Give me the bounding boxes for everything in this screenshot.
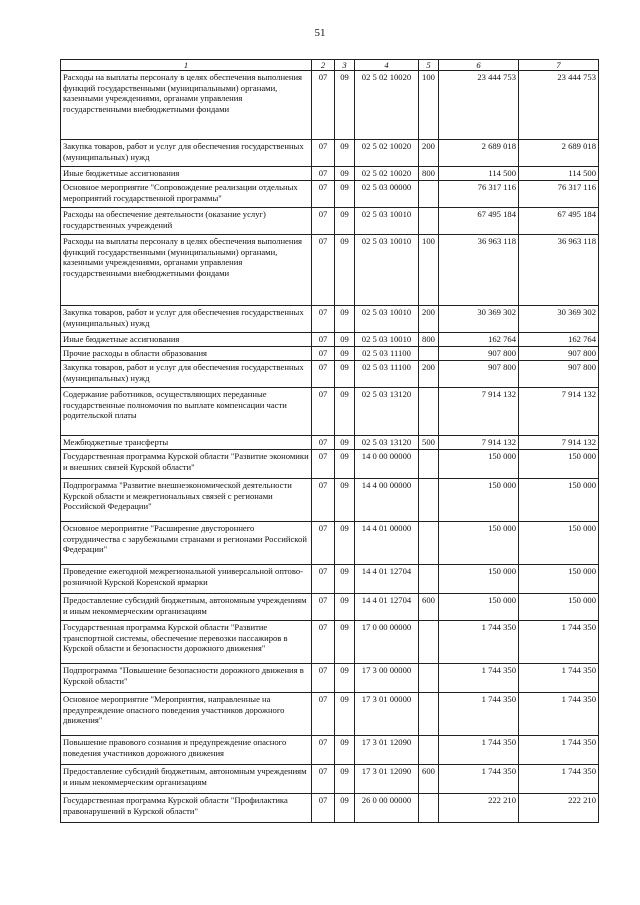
table-row: [61, 140, 599, 167]
table-row: [61, 794, 599, 823]
row-amount-2: 2 689 018: [519, 140, 599, 167]
table-row: [61, 450, 599, 479]
row-expense-type: 600: [419, 765, 439, 794]
row-amount-2: 1 744 350: [519, 621, 599, 664]
row-target-code: 02 5 03 10010: [355, 208, 419, 235]
row-name: Закупка товаров, работ и услуг для обеспечения государственных (муниципальных) нужд: [61, 361, 312, 388]
table-row: [61, 621, 599, 664]
row-subsection: 09: [335, 347, 355, 361]
row-target-code: 14 4 00 00000: [355, 479, 419, 522]
row-amount-2: 67 495 184: [519, 208, 599, 235]
row-subsection: 09: [335, 140, 355, 167]
row-amount-1: 1 744 350: [439, 736, 519, 765]
row-section: 07: [312, 140, 335, 167]
row-name: Государственная программа Курской области "Профилактика правонарушений в Курской области": [61, 794, 312, 823]
row-subsection: 09: [335, 693, 355, 736]
row-expense-type: [419, 522, 439, 565]
row-expense-type: [419, 794, 439, 823]
row-section: 07: [312, 621, 335, 664]
table-row: [61, 479, 599, 522]
row-target-code: 02 5 03 11100: [355, 361, 419, 388]
row-section: 07: [312, 794, 335, 823]
row-subsection: 09: [335, 235, 355, 306]
row-section: 07: [312, 167, 335, 181]
row-amount-2: 76 317 116: [519, 181, 599, 208]
row-name: Иные бюджетные ассигнования: [61, 167, 312, 181]
row-name: Расходы на обеспечение деятельности (оказание услуг) государственных учреждений: [61, 208, 312, 235]
row-section: 07: [312, 479, 335, 522]
row-expense-type: 100: [419, 71, 439, 140]
table-row: [61, 208, 599, 235]
column-header: 2: [312, 60, 335, 71]
row-target-code: 14 4 01 00000: [355, 522, 419, 565]
row-amount-2: 7 914 132: [519, 436, 599, 450]
row-target-code: 17 3 01 00000: [355, 693, 419, 736]
column-header: 7: [519, 60, 599, 71]
row-name: Государственная программа Курской области "Развитие транспортной системы, обеспечение перевозки пассажиров в Курской области и безопасности дорожного движения": [61, 621, 312, 664]
row-subsection: 09: [335, 765, 355, 794]
row-amount-2: 150 000: [519, 565, 599, 594]
row-expense-type: [419, 664, 439, 693]
table-header-row: [61, 60, 599, 71]
row-amount-1: 907 800: [439, 347, 519, 361]
row-amount-1: 7 914 132: [439, 388, 519, 436]
row-amount-1: 162 764: [439, 333, 519, 347]
row-target-code: 26 0 00 00000: [355, 794, 419, 823]
row-amount-1: 150 000: [439, 565, 519, 594]
row-expense-type: [419, 736, 439, 765]
row-section: 07: [312, 306, 335, 333]
row-amount-1: 150 000: [439, 450, 519, 479]
row-subsection: 09: [335, 794, 355, 823]
row-target-code: 02 5 02 10020: [355, 140, 419, 167]
row-target-code: 02 5 03 00000: [355, 181, 419, 208]
row-subsection: 09: [335, 208, 355, 235]
row-target-code: 17 3 01 12090: [355, 765, 419, 794]
row-subsection: 09: [335, 621, 355, 664]
row-target-code: 14 4 01 12704: [355, 565, 419, 594]
row-subsection: 09: [335, 522, 355, 565]
table-row: [61, 361, 599, 388]
column-header: 3: [335, 60, 355, 71]
row-section: 07: [312, 388, 335, 436]
row-amount-2: 150 000: [519, 594, 599, 621]
table-row: [61, 736, 599, 765]
row-name: Проведение ежегодной межрегиональной универсальной оптово-розничной Курской Коренской ярмарки: [61, 565, 312, 594]
row-name: Расходы на выплаты персоналу в целях обеспечения выполнения функций государственными (муниципальными) органами, казенными учреждениями, органами управления государственными внебюджетными фондами: [61, 71, 312, 140]
row-expense-type: [419, 181, 439, 208]
row-section: 07: [312, 522, 335, 565]
row-amount-1: 1 744 350: [439, 621, 519, 664]
row-amount-1: 30 369 302: [439, 306, 519, 333]
table-row: [61, 333, 599, 347]
row-section: 07: [312, 736, 335, 765]
row-target-code: 02 5 03 11100: [355, 347, 419, 361]
row-section: 07: [312, 181, 335, 208]
row-section: 07: [312, 347, 335, 361]
row-amount-2: 1 744 350: [519, 765, 599, 794]
row-amount-2: 7 914 132: [519, 388, 599, 436]
row-name: Предоставление субсидий бюджетным, автономным учреждениям и иным некоммерческим организациям: [61, 594, 312, 621]
table-row: [61, 664, 599, 693]
row-subsection: 09: [335, 565, 355, 594]
row-section: 07: [312, 361, 335, 388]
row-amount-2: 1 744 350: [519, 736, 599, 765]
row-section: 07: [312, 450, 335, 479]
row-expense-type: 600: [419, 594, 439, 621]
row-target-code: 02 5 02 10020: [355, 71, 419, 140]
row-subsection: 09: [335, 306, 355, 333]
column-header: 6: [439, 60, 519, 71]
row-name: Повышение правового сознания и предупреждение опасного поведения участников дорожного движения: [61, 736, 312, 765]
row-amount-1: 1 744 350: [439, 693, 519, 736]
row-amount-2: 907 800: [519, 361, 599, 388]
column-header: 5: [419, 60, 439, 71]
row-amount-1: 36 963 118: [439, 235, 519, 306]
row-name: Закупка товаров, работ и услуг для обеспечения государственных (муниципальных) нужд: [61, 140, 312, 167]
table-row: [61, 71, 599, 140]
row-expense-type: 500: [419, 436, 439, 450]
row-name: Предоставление субсидий бюджетным, автономным учреждениям и иным некоммерческим организациям: [61, 765, 312, 794]
row-section: 07: [312, 208, 335, 235]
row-section: 07: [312, 693, 335, 736]
row-expense-type: 100: [419, 235, 439, 306]
row-name: Межбюджетные трансферты: [61, 436, 312, 450]
row-section: 07: [312, 565, 335, 594]
row-target-code: 02 5 02 10020: [355, 167, 419, 181]
row-subsection: 09: [335, 736, 355, 765]
row-name: Прочие расходы в области образования: [61, 347, 312, 361]
table-row: [61, 306, 599, 333]
row-name: Основное мероприятие "Расширение двустороннего сотрудничества с зарубежными странами и регионами Российской Федерации": [61, 522, 312, 565]
row-target-code: 02 5 03 10010: [355, 306, 419, 333]
table-row: [61, 765, 599, 794]
row-expense-type: 800: [419, 333, 439, 347]
row-name: Государственная программа Курской области "Развитие экономики и внешних связей Курской области": [61, 450, 312, 479]
row-target-code: 17 3 00 00000: [355, 664, 419, 693]
row-expense-type: 200: [419, 306, 439, 333]
row-target-code: 17 0 00 00000: [355, 621, 419, 664]
row-subsection: 09: [335, 450, 355, 479]
row-amount-1: 1 744 350: [439, 765, 519, 794]
row-amount-1: 114 500: [439, 167, 519, 181]
row-expense-type: [419, 693, 439, 736]
row-amount-2: 150 000: [519, 450, 599, 479]
row-subsection: 09: [335, 594, 355, 621]
row-target-code: 02 5 03 13120: [355, 436, 419, 450]
row-name: Подпрограмма "Развитие внешнеэкономической деятельности Курской области и межрегиональных связей с регионами Российской Федерации": [61, 479, 312, 522]
row-amount-1: 67 495 184: [439, 208, 519, 235]
row-target-code: 02 5 03 10010: [355, 235, 419, 306]
row-subsection: 09: [335, 167, 355, 181]
row-name: Иные бюджетные ассигнования: [61, 333, 312, 347]
row-name: Основное мероприятие "Сопровождение реализации отдельных мероприятий государственной программы": [61, 181, 312, 208]
row-amount-1: 150 000: [439, 522, 519, 565]
row-target-code: 14 4 01 12704: [355, 594, 419, 621]
table-row: [61, 436, 599, 450]
row-amount-1: 150 000: [439, 594, 519, 621]
table-row: [61, 594, 599, 621]
row-amount-2: 114 500: [519, 167, 599, 181]
row-target-code: 02 5 03 13120: [355, 388, 419, 436]
table-row: [61, 522, 599, 565]
row-expense-type: 200: [419, 361, 439, 388]
row-amount-2: 222 210: [519, 794, 599, 823]
row-amount-2: 1 744 350: [519, 664, 599, 693]
table-row: [61, 235, 599, 306]
row-amount-2: 150 000: [519, 522, 599, 565]
table-row: [61, 388, 599, 436]
row-amount-1: 2 689 018: [439, 140, 519, 167]
row-amount-1: 150 000: [439, 479, 519, 522]
row-amount-1: 1 744 350: [439, 664, 519, 693]
row-section: 07: [312, 594, 335, 621]
row-subsection: 09: [335, 436, 355, 450]
row-subsection: 09: [335, 664, 355, 693]
row-section: 07: [312, 71, 335, 140]
row-amount-1: 23 444 753: [439, 71, 519, 140]
row-amount-1: 7 914 132: [439, 436, 519, 450]
row-target-code: 17 3 01 12090: [355, 736, 419, 765]
row-expense-type: 200: [419, 140, 439, 167]
row-name: Расходы на выплаты персоналу в целях обеспечения выполнения функций государственными (муниципальными) органами, казенными учреждениями, органами управления государственными внебюджетными фондами: [61, 235, 312, 306]
row-amount-1: 76 317 116: [439, 181, 519, 208]
row-expense-type: [419, 565, 439, 594]
row-name: Содержание работников, осуществляющих переданные государственные полномочия по выплате компенсации части родительской платы: [61, 388, 312, 436]
table-row: [61, 167, 599, 181]
row-target-code: 14 0 00 00000: [355, 450, 419, 479]
row-subsection: 09: [335, 388, 355, 436]
row-section: 07: [312, 235, 335, 306]
row-amount-2: 23 444 753: [519, 71, 599, 140]
row-subsection: 09: [335, 71, 355, 140]
row-expense-type: [419, 347, 439, 361]
row-amount-2: 162 764: [519, 333, 599, 347]
row-expense-type: [419, 450, 439, 479]
row-expense-type: [419, 208, 439, 235]
row-expense-type: [419, 621, 439, 664]
row-section: 07: [312, 765, 335, 794]
row-subsection: 09: [335, 479, 355, 522]
page-number: 51: [314, 27, 326, 39]
row-subsection: 09: [335, 181, 355, 208]
row-amount-2: 150 000: [519, 479, 599, 522]
row-amount-2: 907 800: [519, 347, 599, 361]
row-target-code: 02 5 03 10010: [355, 333, 419, 347]
table-row: [61, 565, 599, 594]
row-amount-2: 36 963 118: [519, 235, 599, 306]
row-subsection: 09: [335, 361, 355, 388]
table-row: [61, 693, 599, 736]
row-amount-1: 907 800: [439, 361, 519, 388]
row-name: Подпрограмма "Повышение безопасности дорожного движения в Курской области": [61, 664, 312, 693]
row-amount-2: 30 369 302: [519, 306, 599, 333]
row-subsection: 09: [335, 333, 355, 347]
row-amount-2: 1 744 350: [519, 693, 599, 736]
table-row: [61, 181, 599, 208]
row-expense-type: [419, 479, 439, 522]
row-section: 07: [312, 436, 335, 450]
column-header: 1: [61, 60, 312, 71]
row-section: 07: [312, 664, 335, 693]
row-expense-type: [419, 388, 439, 436]
row-expense-type: 800: [419, 167, 439, 181]
budget-table: [60, 59, 599, 823]
table-row: [61, 347, 599, 361]
row-name: Закупка товаров, работ и услуг для обеспечения государственных (муниципальных) нужд: [61, 306, 312, 333]
column-header: 4: [355, 60, 419, 71]
row-section: 07: [312, 333, 335, 347]
row-name: Основное мероприятие "Мероприятия, направленные на предупреждение опасного поведения участников дорожного движения": [61, 693, 312, 736]
row-amount-1: 222 210: [439, 794, 519, 823]
